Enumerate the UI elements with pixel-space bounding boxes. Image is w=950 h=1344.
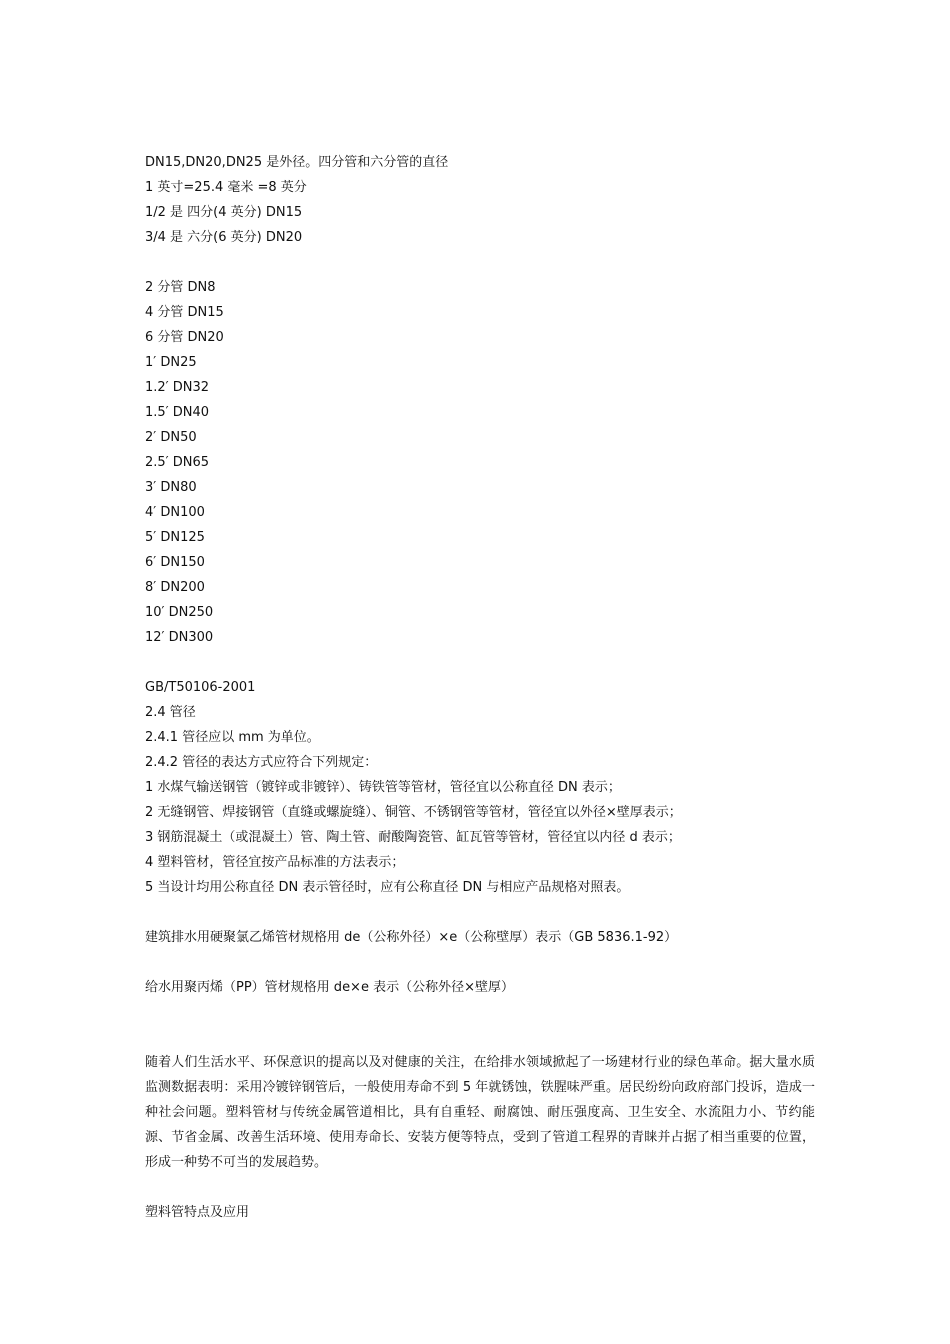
size-list-item: 4 分管 DN15 (145, 305, 224, 320)
size-list-item: 12′ DN300 (145, 630, 214, 645)
pp-note: 给水用聚丙烯（PP）管材规格用 de×e 表示（公称外径×壁厚） (145, 980, 514, 995)
standard-rule: 2 无缝钢管、焊接钢管（直缝或螺旋缝）、铜管、不锈钢管等管材，管径宜以外径×壁厚表示； (145, 805, 682, 820)
standard-rule: 5 当设计均用公称直径 DN 表示管径时，应有公称直径 DN 与相应产品规格对照表。 (145, 880, 630, 895)
standard-section-title: 2.4 管径 (145, 705, 196, 720)
size-list-item: 5′ DN125 (145, 530, 205, 545)
size-list-item: 3′ DN80 (145, 480, 197, 495)
standard-clause: 2.4.2 管径的表达方式应符合下列规定： (145, 755, 378, 770)
intro-block (145, 150, 815, 250)
spacer (145, 1175, 815, 1200)
size-list-item: 2.5′ DN65 (145, 455, 210, 470)
spacer (145, 1000, 815, 1050)
size-list (145, 275, 815, 650)
size-list-item: 4′ DN100 (145, 505, 205, 520)
size-list-item: 1.2′ DN32 (145, 380, 210, 395)
spacer (145, 650, 815, 675)
intro-line: 3/4 是 六分(6 英分) DN20 (145, 230, 303, 245)
size-list-item: 6′ DN150 (145, 555, 205, 570)
size-list-item: 1.5′ DN40 (145, 405, 210, 420)
standard-rule: 4 塑料管材，管径宜按产品标准的方法表示； (145, 855, 405, 870)
size-list-item: 2′ DN50 (145, 430, 197, 445)
size-list-item: 2 分管 DN8 (145, 280, 216, 295)
standard-code: GB/T50106-2001 (145, 680, 256, 695)
spacer (145, 950, 815, 975)
intro-line: DN15,DN20,DN25 是外径。四分管和六分管的直径 (145, 155, 449, 170)
pvc-note: 建筑排水用硬聚氯乙烯管材规格用 de（公称外径）×e（公称壁厚）表示（GB 5836.1-92） (145, 930, 678, 945)
spacer (145, 900, 815, 925)
section-heading: 塑料管特点及应用 (145, 1205, 250, 1220)
size-list-item: 10′ DN250 (145, 605, 214, 620)
size-list-item: 8′ DN200 (145, 580, 205, 595)
size-list-item: 1′ DN25 (145, 355, 197, 370)
spacer (145, 250, 815, 275)
standard-rule: 1 水煤气输送钢管（镀锌或非镀锌）、铸铁管等管材，管径宜以公称直径 DN 表示； (145, 780, 621, 795)
document-page (145, 150, 815, 1225)
standard-block (145, 675, 815, 900)
size-list-item: 6 分管 DN20 (145, 330, 224, 345)
standard-rule: 3 钢筋混凝土（或混凝土）管、陶土管、耐酸陶瓷管、缸瓦管等管材，管径宜以内径 d 表示； (145, 830, 681, 845)
standard-clause: 2.4.1 管径应以 mm 为单位。 (145, 730, 320, 745)
intro-line: 1 英寸=25.4 毫米 =8 英分 (145, 180, 307, 195)
intro-line: 1/2 是 四分(4 英分) DN15 (145, 205, 303, 220)
body-paragraph: 随着人们生活水平、环保意识的提高以及对健康的关注，在给排水领域掀起了一场建材行业的绿色革命。据大量水质监测数据表明：采用冷镀锌钢管后，一般使用寿命不到 5 年就锈蚀，铁腥味严重。居民纷纷向政府部门投诉，造成一种社会问题。塑料管材与传统金属管道相比，具有自重轻、耐腐蚀、耐压强度高、卫生安全、水流阻力小、节约能源、节省金属、改善生活环境、使用寿命长、安装方便等特点，受到了管道工程界的青睐并占据了相当重要的位置，形成一种势不可当的发展趋势。 (145, 1055, 815, 1170)
